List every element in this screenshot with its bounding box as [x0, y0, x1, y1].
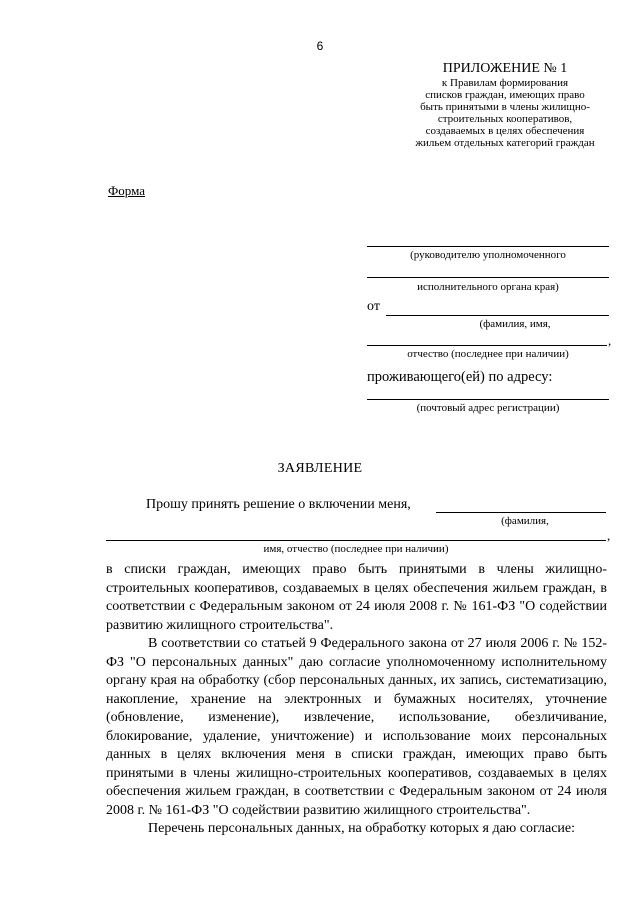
line-comma: , — [608, 333, 612, 348]
appendix-line: жильем отдельных категорий граждан — [415, 137, 595, 149]
statement-title: ЗАЯВЛЕНИЕ — [277, 461, 363, 476]
recipient-caption: исполнительного органа края) — [417, 281, 559, 293]
applicant-caption: отчество (последнее при наличии) — [407, 348, 569, 360]
page-number: 6 — [316, 39, 324, 53]
appendix-line: списков граждан, имеющих право — [425, 89, 585, 101]
appendix-line: к Правилам формирования — [441, 77, 569, 89]
applicant-surname-line — [436, 512, 606, 513]
appendix-line: строительных кооперативов, — [437, 113, 573, 125]
appendix-line: создаваемых в целях обеспечения — [425, 125, 585, 137]
from-label: от — [367, 299, 380, 314]
paragraph-data-list: Перечень персональных данных, на обработку которых я даю согласие: — [148, 821, 576, 836]
applicant-fullname-line — [106, 540, 606, 541]
applicant-caption: (фамилия, имя, — [479, 318, 551, 330]
paragraph-inclusion: в списки граждан, имеющих право быть принятыми в члены жилищно-строительных кооперативов, создаваемых в целях обеспечения жильем граждан, в соответствии с Федеральным законом от 24 июля 2008 г. № 161-ФЗ "О содействии развитию жилищного строительства". — [106, 562, 607, 633]
appendix-title: ПРИЛОЖЕНИЕ № 1 — [442, 61, 568, 76]
surname-caption: (фамилия, — [501, 515, 549, 527]
statement-body — [106, 561, 607, 839]
address-caption: (почтовый адрес регистрации) — [416, 402, 560, 414]
recipient-line-2 — [367, 277, 609, 278]
form-label: Форма — [108, 183, 145, 198]
applicant-name-line-2 — [367, 345, 607, 346]
line-comma: , — [607, 528, 611, 543]
fullname-caption: имя, отчество (последнее при наличии) — [263, 543, 449, 555]
address-line — [367, 399, 609, 400]
appendix-line: быть принятыми в члены жилищно- — [420, 101, 590, 113]
recipient-line-1 — [367, 246, 609, 247]
request-text: Прошу принять решение о включении меня, — [146, 497, 411, 512]
recipient-caption: (руководителю уполномоченного — [410, 249, 566, 261]
paragraph-consent: В соответствии со статьей 9 Федерального закона от 27 июля 2006 г. № 152-ФЗ "О персональных данных" даю согласие уполномоченному исполнительному органу края на обработку (сбор персональных данных, их запись, систематизацию, накопление, хранение на электронных и бумажных носителях, уточнение (обновление, изменение), извлечение, использование, обезличивание, блокирование, удаление, уничтожение) и использование моих персональных данных в целях включения меня в списки граждан, имеющих право быть принятыми в члены жилищно-строительных кооперативов, создаваемых в целях обеспечения жильем граждан, в соответствии с Федеральным законом от 24 июля 2008 г. № 161-ФЗ "О содействии развитию жилищного строительства". — [106, 636, 607, 818]
residing-label: проживающего(ей) по адресу: — [367, 369, 553, 385]
applicant-name-line-1 — [386, 315, 609, 316]
appendix-block — [385, 60, 625, 149]
